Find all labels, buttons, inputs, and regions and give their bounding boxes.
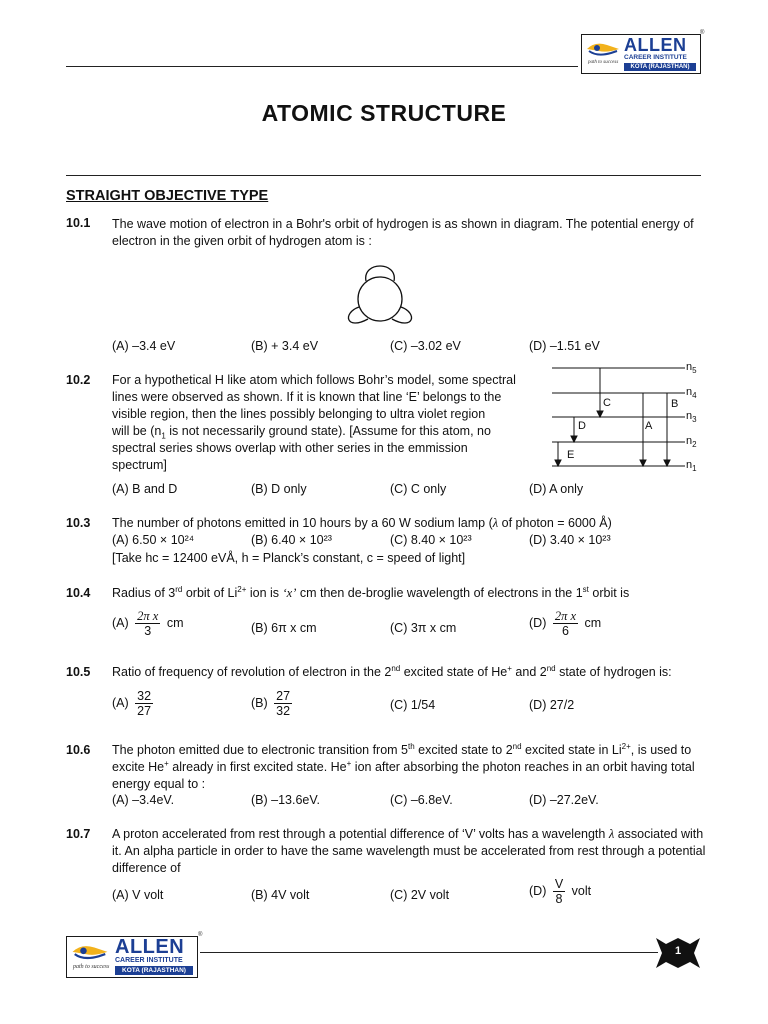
section-heading: STRAIGHT OBJECTIVE TYPE	[66, 188, 269, 204]
header-rule	[66, 66, 578, 67]
question-text: The number of photons emitted in 10 hours by a 60 W sodium lamp (λ of photon = 6000 Å)	[112, 516, 612, 530]
option-d: (D) –1.51 eV	[529, 339, 600, 353]
logo-tagline: path to success	[73, 964, 110, 970]
logo-emblem-icon	[585, 39, 621, 61]
question-text: For a hypothetical H like atom which follows Bohr’s model, some spectral lines were observed as shown. If it is known that line ‘E’ belongs to the visible region, then the lines possibly belonging to ultra violet region will be ($n_1$ is not necessarily ground state). [Assume for this atom, no spectral series shows overlap with other series in the emmission spectrum]	[112, 373, 516, 472]
question-text: The wave motion of electron in a Bohr's orbit of hydrogen is as shown in diagram. The potential energy of electron in the given orbit of hydrogen atom is :	[112, 217, 694, 248]
level-label-n1: $n_1$	[686, 459, 697, 474]
level-label-n2: $n_2$	[686, 435, 697, 450]
option-d: (D) 3.40 × 10²³	[529, 533, 611, 547]
option-d: (D) 27/2	[529, 698, 575, 712]
footer-logo	[66, 936, 198, 978]
option-a: (A) $\frac{\text{2π x}}{3}$ cm	[112, 609, 184, 638]
option-c: (C) C only	[390, 482, 447, 496]
question-number: 10.3	[66, 516, 91, 530]
page-title: ATOMIC STRUCTURE	[261, 100, 507, 126]
title-rule	[66, 175, 701, 176]
footer-rule	[200, 952, 658, 953]
option-b: (B) $\frac{27}{32}$	[251, 689, 291, 718]
logo-registered-mark: ®	[700, 30, 705, 36]
option-b: (B) 6π x cm	[251, 621, 317, 635]
page-number: 1	[675, 945, 682, 957]
question-number: 10.7	[66, 827, 91, 841]
logo-name: ALLEN	[624, 35, 687, 55]
question-text: A proton accelerated from rest through a potential difference of ‘V’ volts has a wavelength λ associated with it. An alpha particle in order to have the same wavelength must be accelerated from rest through a potential difference of	[112, 827, 706, 875]
option-b: (B) D only	[251, 482, 307, 496]
logo-emblem-icon	[70, 941, 110, 965]
option-c: (C) 2V volt	[390, 888, 450, 902]
option-b: (B) 6.40 × 10²³	[251, 533, 332, 547]
option-a: (A) –3.4 eV	[112, 339, 176, 353]
option-b: (B) + 3.4 eV	[251, 339, 319, 353]
option-a: (A) 6.50 × 10²⁴	[112, 533, 195, 547]
level-label-n5: $n_5$	[686, 361, 697, 376]
option-d: (D) –27.2eV.	[529, 793, 599, 807]
question-text: The photon emitted due to electronic transition from 5th excited state to 2nd excited state in $Li^{2+}$, is used to excite He+ already in first excited state. He+ ion after absorbing the photon reaches in an orbit having total energy equal to :	[112, 741, 695, 791]
question-number: 10.2	[66, 373, 91, 387]
level-label-n3: $n_3$	[686, 410, 697, 425]
line-label-e: E	[567, 449, 575, 461]
energy-level-diagram	[548, 358, 708, 476]
electron-wave-orbit-diagram	[340, 255, 420, 329]
option-b: (B) –13.6eV.	[251, 793, 321, 807]
level-label-n4: $n_4$	[686, 386, 697, 401]
logo-institute: CAREER INSTITUTE	[624, 54, 687, 61]
logo-location: KOTA (RAJASTHAN)	[115, 966, 193, 975]
line-label-b: B	[671, 398, 679, 410]
option-c: (C) –3.02 eV	[390, 339, 461, 353]
question-number: 10.6	[66, 743, 91, 757]
line-label-d: D	[578, 420, 586, 432]
question-text: Ratio of frequency of revolution of electron in the 2nd excited state of He+ and 2nd state of hydrogen is:	[112, 663, 672, 679]
option-c: (C) 1/54	[390, 698, 436, 712]
logo-location: KOTA (RAJASTHAN)	[624, 63, 696, 71]
option-a: (A) B and D	[112, 482, 178, 496]
line-label-c: C	[603, 397, 611, 409]
question-number: 10.5	[66, 665, 91, 679]
question-number: 10.1	[66, 216, 91, 230]
option-c: (C) –6.8eV.	[390, 793, 453, 807]
logo-name: ALLEN	[115, 936, 185, 958]
option-a: (A) –3.4eV.	[112, 793, 175, 807]
logo-institute: CAREER INSTITUTE	[115, 957, 183, 964]
option-d: (D) $\frac{V}{8}$ volt	[529, 877, 592, 906]
option-c: (C) 8.40 × 10²³	[390, 533, 472, 547]
logo-tagline: path to success	[588, 60, 619, 65]
option-a: (A) $\frac{32}{27}$	[112, 689, 152, 718]
line-label-a: A	[645, 420, 653, 432]
question-text: Radius of 3rd orbit of $Li^{2+}$ ion is ‘x’ cm then de-broglie wavelength of electrons in the 1st orbit is	[112, 584, 630, 600]
option-b: (B) 4V volt	[251, 888, 310, 902]
option-d: (D) A only	[529, 482, 584, 496]
header-logo	[581, 34, 701, 74]
option-c: (C) 3π x cm	[390, 621, 457, 635]
question-number: 10.4	[66, 586, 91, 600]
option-d: (D) $\frac{\text{2π x}}{6}$ cm	[529, 609, 602, 638]
logo-registered-mark: ®	[198, 932, 203, 938]
question-hint: [Take hc = 12400 eVÅ, h = Planck’s constant, c = speed of light]	[112, 551, 466, 565]
option-a: (A) V volt	[112, 888, 164, 902]
